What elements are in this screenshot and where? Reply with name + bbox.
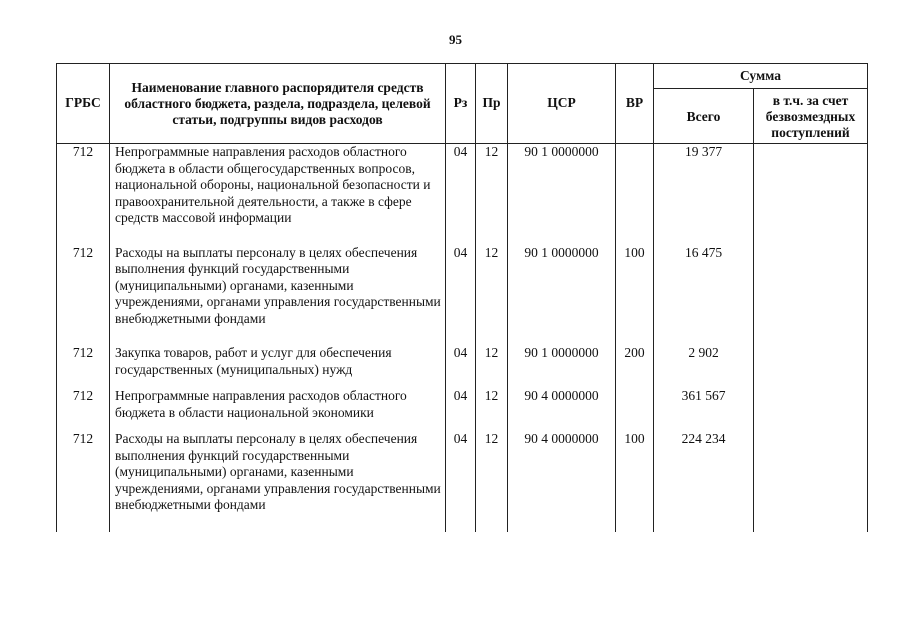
- cell-free: [754, 144, 868, 245]
- table-row: [57, 388, 868, 431]
- header-pr: Пр: [476, 64, 508, 144]
- cell-csr: 90 1 0000000: [508, 144, 616, 245]
- header-sum: Сумма: [654, 64, 868, 89]
- cell-pr: 12: [476, 345, 508, 388]
- cell-vr: 100: [616, 431, 654, 532]
- cell-pr: 12: [476, 245, 508, 346]
- page-number: 95: [449, 32, 462, 47]
- table-row: [57, 144, 868, 245]
- cell-csr: 90 1 0000000: [508, 345, 616, 388]
- cell-name: Непрограммные направления расходов областного бюджета в области общегосударственных вопросов, национальной обороны, национальной безопасности и правоохранительной деятельности, а также в сфере средств массовой информации: [110, 144, 446, 245]
- cell-grbs: 712: [57, 388, 110, 431]
- cell-total: 2 902: [654, 345, 754, 388]
- budget-table: [56, 63, 868, 532]
- cell-vr: [616, 144, 654, 245]
- cell-total: 16 475: [654, 245, 754, 346]
- cell-csr: 90 4 0000000: [508, 431, 616, 532]
- cell-name: Закупка товаров, работ и услуг для обеспечения государственных (муниципальных) нужд: [110, 345, 446, 388]
- cell-rz: 04: [446, 388, 476, 431]
- header-rz: Рз: [446, 64, 476, 144]
- table-row: [57, 431, 868, 532]
- cell-free: [754, 431, 868, 532]
- cell-vr: [616, 388, 654, 431]
- cell-pr: 12: [476, 388, 508, 431]
- cell-total: 224 234: [654, 431, 754, 532]
- cell-vr: 100: [616, 245, 654, 346]
- cell-grbs: 712: [57, 345, 110, 388]
- cell-name: Расходы на выплаты персоналу в целях обеспечения выполнения функций государственными (муниципальными) органами, казенными учреждениями, органами управления государственными внебюджетными фондами: [110, 245, 446, 346]
- cell-csr: 90 1 0000000: [508, 245, 616, 346]
- table-row: [57, 345, 868, 388]
- cell-free: [754, 345, 868, 388]
- cell-rz: 04: [446, 245, 476, 346]
- cell-grbs: 712: [57, 144, 110, 245]
- header-free: в т.ч. за счет безвозмездных поступлений: [754, 89, 868, 144]
- cell-vr: 200: [616, 345, 654, 388]
- cell-csr: 90 4 0000000: [508, 388, 616, 431]
- cell-rz: 04: [446, 431, 476, 532]
- cell-total: 19 377: [654, 144, 754, 245]
- header-csr: ЦСР: [508, 64, 616, 144]
- cell-pr: 12: [476, 144, 508, 245]
- header-name: Наименование главного распорядителя средств областного бюджета, раздела, подраздела, целевой статьи, подгруппы видов расходов: [110, 64, 446, 144]
- cell-name: Расходы на выплаты персоналу в целях обеспечения выполнения функций государственными (муниципальными) органами, казенными учреждениями, органами управления государственными внебюджетными фондами: [110, 431, 446, 532]
- cell-rz: 04: [446, 144, 476, 245]
- cell-grbs: 712: [57, 245, 110, 346]
- table-row: [57, 245, 868, 346]
- header-grbs: ГРБС: [57, 64, 110, 144]
- cell-free: [754, 245, 868, 346]
- header-vr: ВР: [616, 64, 654, 144]
- header-total: Всего: [654, 89, 754, 144]
- cell-free: [754, 388, 868, 431]
- cell-pr: 12: [476, 431, 508, 532]
- cell-grbs: 712: [57, 431, 110, 532]
- cell-total: 361 567: [654, 388, 754, 431]
- cell-rz: 04: [446, 345, 476, 388]
- cell-name: Непрограммные направления расходов областного бюджета в области национальной экономики: [110, 388, 446, 431]
